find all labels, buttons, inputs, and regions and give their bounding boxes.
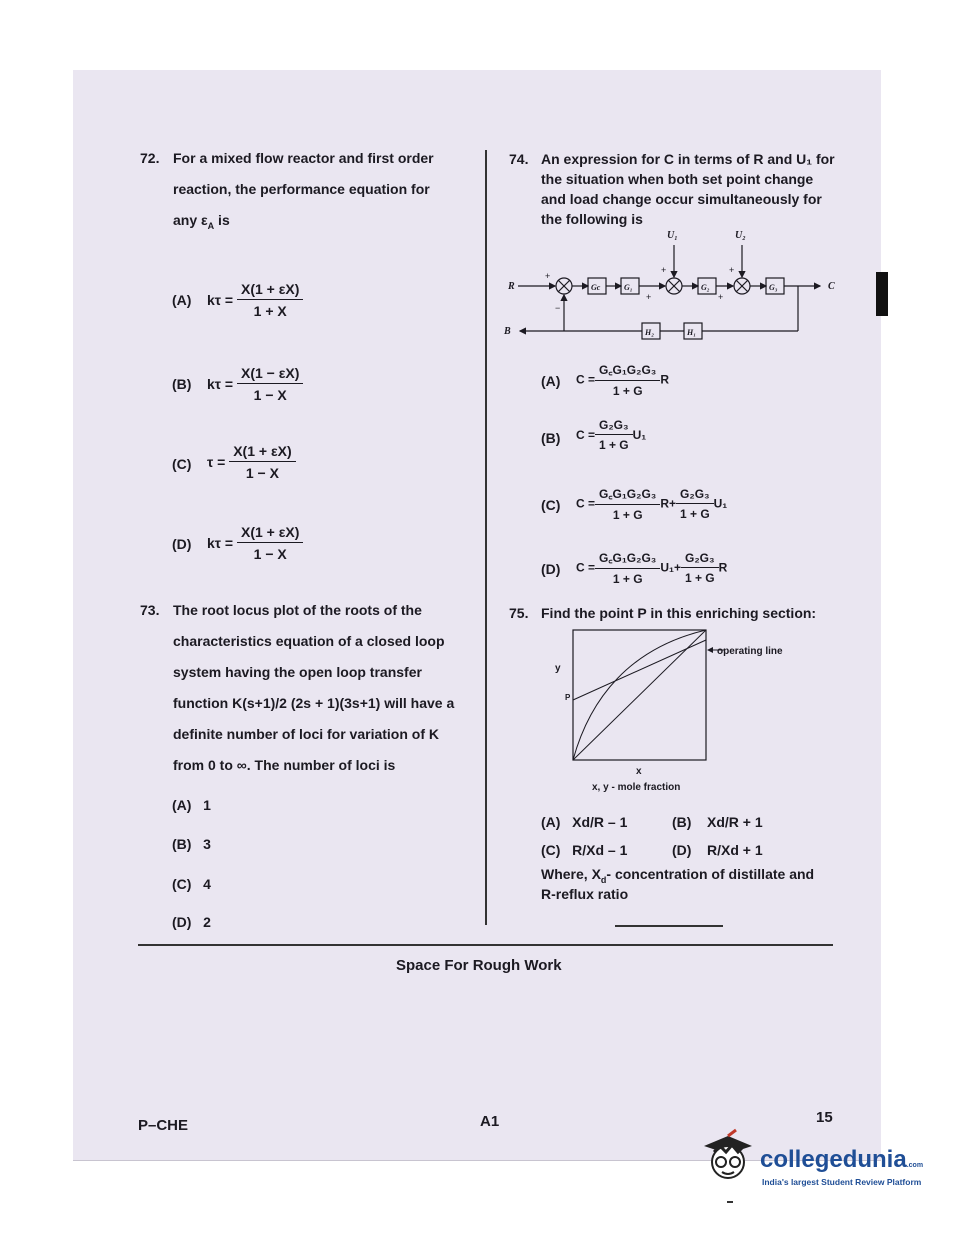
q75-graph: [540, 628, 800, 796]
q73-number: 73.: [140, 602, 160, 618]
q72-c-numerator: X(1 + εX): [229, 443, 295, 462]
q73-option-b: (B) 3: [172, 836, 211, 852]
q72-option-c-expr: τ = $\frac{X(1 + \varepsilon X)}{1 - X}$: [207, 443, 296, 481]
sum1-plus: +: [545, 271, 551, 281]
q75-note-line1: Where, $X_d-$ concentration of distillate and: [541, 866, 815, 885]
q72-a-denominator: 1 + X: [253, 303, 287, 319]
diagram-C-label: C: [828, 281, 835, 292]
diagram-U2-label: U₂: [735, 230, 746, 241]
q72-b-denominator: 1 − X: [253, 387, 287, 403]
page-edge-marker: [876, 272, 888, 316]
q74-option-a-expr: C = $\frac{\text{G꜀G₁G₂G₃}}{1 + G}$ R: [576, 363, 670, 398]
footer-code: P–CHE: [138, 1117, 189, 1134]
graph-P-label: P: [565, 693, 571, 702]
q75-option-b: (B) Xd/R + 1: [672, 814, 763, 830]
q74-text: [541, 149, 841, 229]
q72-option-d-label: (D): [172, 536, 192, 552]
diagram-U1-label: U₁: [667, 230, 678, 241]
q72-option-b-expr: kτ = $\frac{X(1 - \varepsilon X)}{1 - X}$: [207, 365, 303, 403]
sum1-minus: −: [555, 303, 561, 313]
q74-line: the following is: [541, 211, 643, 227]
block-H1: H₂: [645, 328, 655, 337]
q72-line2: reaction, the performance equation for: [173, 181, 430, 197]
collegedunia-logo-mascot-icon: [700, 1128, 758, 1192]
q73-option-d: (D) 2: [172, 914, 211, 930]
block-G2: G₁: [624, 283, 633, 292]
q75-option-c: (C) R/Xd – 1: [541, 842, 628, 858]
q72-c-denominator: 1 − X: [245, 465, 279, 481]
q73-line: The root locus plot of the roots of the: [173, 602, 422, 618]
q73-line: characteristics equation of a closed loop: [173, 633, 445, 649]
q72-option-d-expr: kτ = $\frac{X(1 + \varepsilon X)}{1 - X}$: [207, 524, 303, 562]
sum3-plus-left: +: [718, 292, 724, 302]
q72-option-a-label: (A): [172, 292, 192, 308]
q72-b-numerator: X(1 − εX): [237, 365, 303, 384]
q74-option-c-label: (C): [541, 497, 561, 513]
q72-option-b-label: (B): [172, 376, 192, 392]
block-H2: H₁: [687, 328, 697, 337]
sum3-plus-top: +: [729, 265, 735, 275]
q74-block-diagram: [500, 225, 850, 340]
q73-line: definite number of loci for variation of K: [173, 726, 440, 742]
sum2-plus-left: +: [646, 292, 652, 302]
column-divider: [485, 150, 487, 925]
rough-work-title: Space For Rough Work: [396, 957, 562, 974]
q75-option-a: (A) Xd/R – 1: [541, 814, 628, 830]
sum2-plus-top: +: [661, 265, 667, 275]
diagram-B-label: B: [504, 326, 511, 337]
collegedunia-logo-text: [760, 1146, 923, 1174]
q73-line: from 0 to ∞. The number of loci is: [173, 757, 396, 773]
q74-option-b-expr: C = $\frac{\text{G₂G₃}}{1 + G}$ U₁: [576, 418, 647, 452]
logo-suffix: .com: [906, 1162, 924, 1169]
q72-line1: For a mixed flow reactor and first order: [173, 150, 434, 166]
footer-set: A1: [480, 1113, 500, 1130]
answer-blank-line: [615, 925, 723, 927]
q74-option-c-expr: C = $\frac{\text{G꜀G₁G₂G₃}}{1 + G}$ R+ $\frac{\text{G₂G₃}}{1 + G}$ U₁: [576, 486, 728, 522]
q74-line: and load change occur simultaneously for: [541, 191, 822, 207]
logo-name: collegedunia: [760, 1146, 907, 1173]
graph-x-label: x: [636, 766, 642, 777]
q73-text: [173, 595, 473, 781]
graph-operating-line-label: operating line: [717, 646, 783, 657]
q72-option-a-expr: kτ = $\frac{X(1 + \varepsilon X)}{1 + X}$: [207, 281, 303, 319]
graph-xlabel: x, y - mole fraction: [592, 782, 681, 793]
q75-text: Find the point P in this enriching section:: [541, 605, 817, 621]
rough-work-divider: [138, 944, 833, 946]
q73-option-c: (C) 4: [172, 876, 211, 892]
q72-line3: any $\varepsilon_A$ is: [173, 212, 230, 231]
q73-option-a: (A) 1: [172, 797, 211, 813]
graph-y-label: y: [555, 663, 561, 674]
q75-number: 75.: [509, 605, 529, 621]
q74-option-b-label: (B): [541, 430, 561, 446]
q72-option-c-label: (C): [172, 456, 192, 472]
diagram-R-label: R: [508, 281, 515, 292]
logo-mark: [727, 1201, 733, 1203]
q72-d-numerator: X(1 + εX): [237, 524, 303, 543]
q72-a-numerator: X(1 + εX): [237, 281, 303, 300]
q75-note-line2: R-reflux ratio: [541, 886, 629, 902]
q72-text: [173, 143, 473, 242]
q74-number: 74.: [509, 151, 529, 167]
q75-option-d: (D) R/Xd + 1: [672, 842, 763, 858]
q73-line: system having the open loop transfer: [173, 664, 422, 680]
block-G3: G₂: [701, 283, 710, 292]
q74-option-a-label: (A): [541, 373, 561, 389]
q74-line: the situation when both set point change: [541, 171, 814, 187]
q74-line: An expression for C in terms of R and U₁ for: [541, 151, 835, 167]
q72-d-denominator: 1 − X: [253, 546, 287, 562]
block-G1: Gc: [591, 283, 601, 292]
footer-page-number: 15: [816, 1109, 833, 1126]
q73-line: function K(s+1)/2 (2s + 1)(3s+1) will have a: [173, 695, 455, 711]
q74-option-d-expr: C = $\frac{\text{G꜀G₁G₂G₃}}{1 + G}$ U₁+ $\frac{\text{G₂G₃}}{1 + G}$ R: [576, 550, 728, 586]
q74-option-d-label: (D): [541, 561, 561, 577]
logo-tagline: India's largest Student Review Platform: [762, 1177, 922, 1187]
q72-number: 72.: [140, 150, 160, 166]
block-G4: G₃: [769, 283, 778, 292]
